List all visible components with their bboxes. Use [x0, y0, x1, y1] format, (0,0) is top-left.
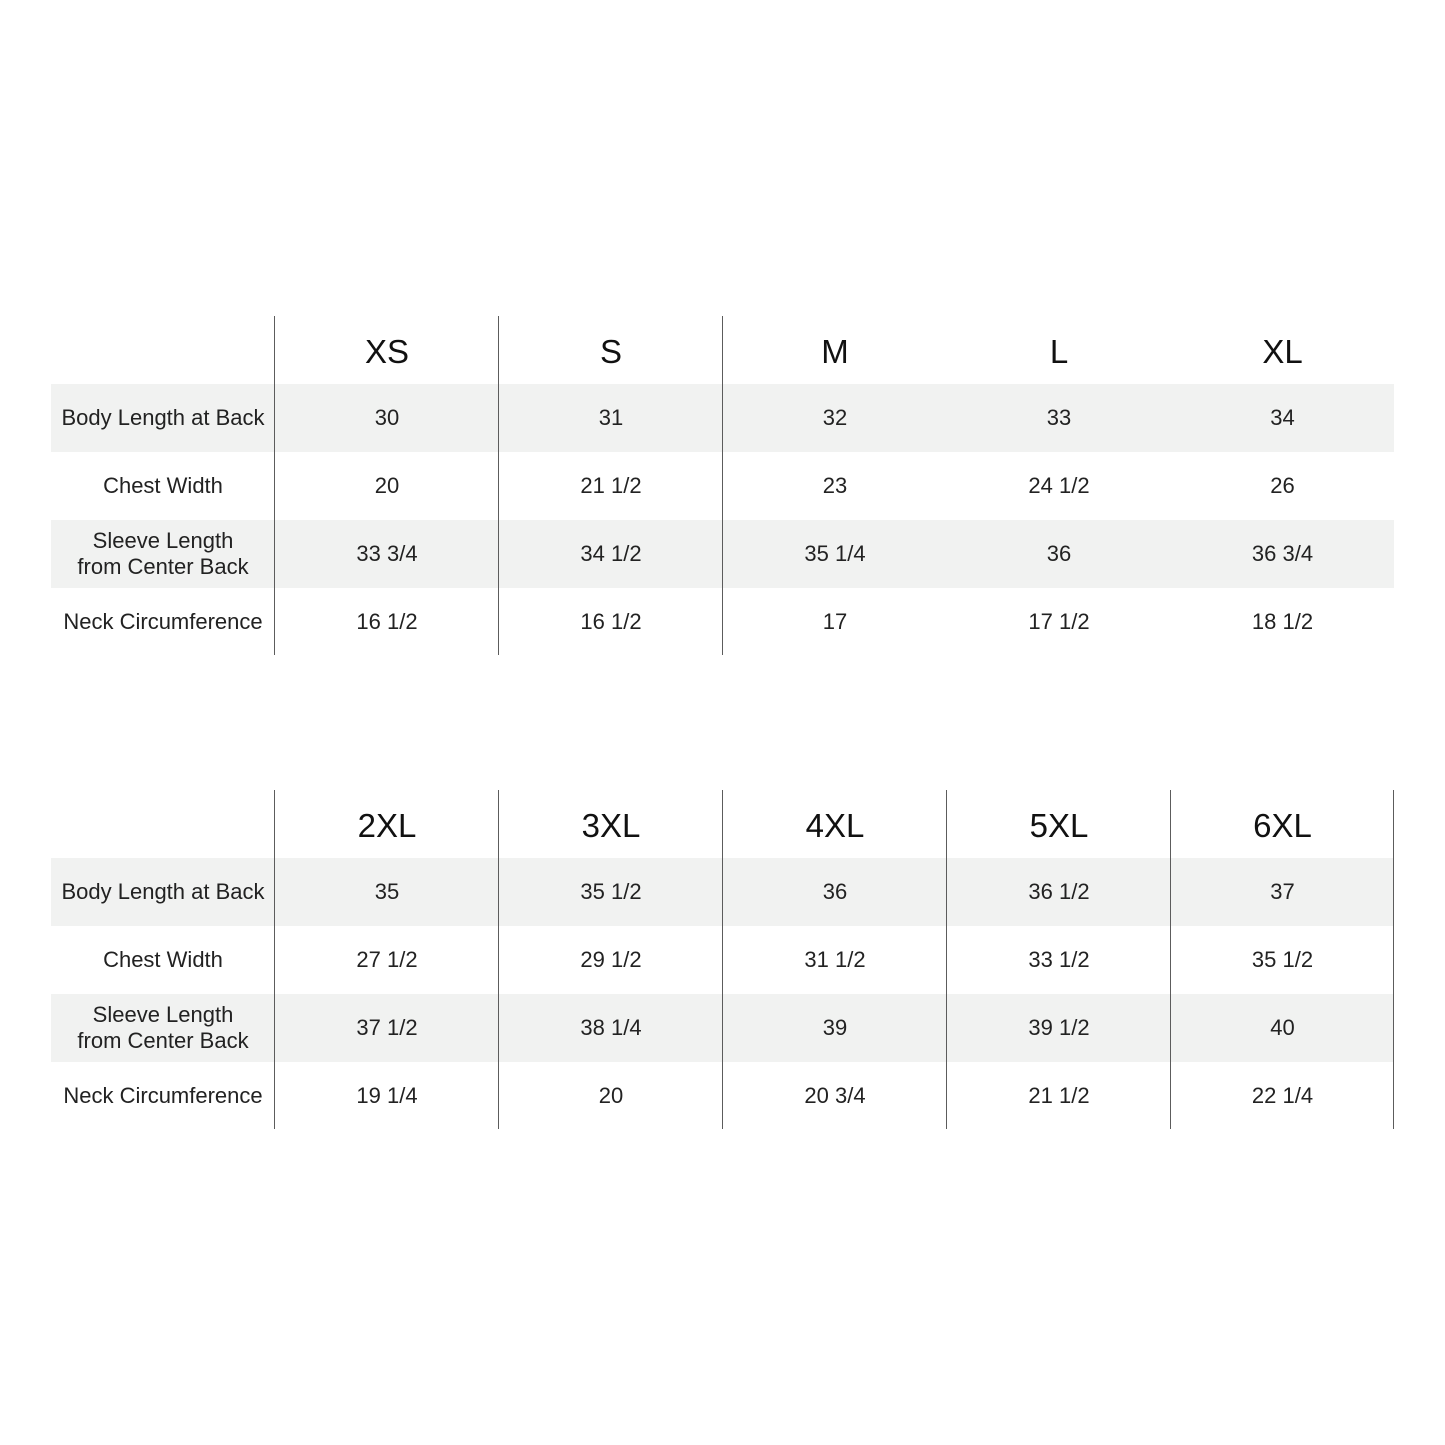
table-cell: 34 [1171, 384, 1394, 452]
table-cell: 35 [275, 858, 499, 926]
table-cell: 17 [822, 609, 848, 634]
table-cell: 31 1/2 [804, 947, 866, 972]
table-cell: 31 [499, 384, 723, 452]
table-cell: 27 1/2 [356, 947, 418, 972]
table-cell: 39 [723, 994, 947, 1062]
size-header: 6XL [1253, 807, 1312, 844]
table-cell: 33 1/2 [1028, 947, 1090, 972]
row-label-body-length: Body Length at Back [51, 858, 275, 926]
table-cell: 36 1/2 [947, 858, 1171, 926]
table-cell: 21 1/2 [580, 473, 642, 498]
table-cell: 36 [723, 858, 947, 926]
table-cell: 32 [723, 384, 947, 452]
row-label-body-length: Body Length at Back [51, 384, 275, 452]
size-header: S [599, 333, 622, 370]
table-cell: 39 1/2 [947, 994, 1171, 1062]
table-cell: 20 [598, 1083, 624, 1108]
header-corner [51, 316, 275, 384]
table-cell: 21 1/2 [1028, 1083, 1090, 1108]
size-chart-table-2 [51, 790, 1394, 1130]
column-divider [946, 790, 947, 1129]
size-header: 4XL [805, 807, 865, 844]
column-divider [1170, 790, 1171, 1129]
table-cell: 33 [947, 384, 1171, 452]
table-cell: 26 [1270, 473, 1295, 498]
table-cell: 20 3/4 [804, 1083, 866, 1108]
row-label-neck-circumference: Neck Circumference [63, 609, 263, 634]
column-divider [1393, 790, 1394, 1129]
column-divider [274, 316, 275, 655]
table-cell: 24 1/2 [1028, 473, 1090, 498]
size-header: XS [364, 333, 410, 370]
column-divider [274, 790, 275, 1129]
row-label-chest-width: Chest Width [103, 473, 223, 498]
table-cell: 29 1/2 [580, 947, 642, 972]
table-cell: 20 [374, 473, 400, 498]
table-cell: 37 [1171, 858, 1394, 926]
table-cell: 30 [275, 384, 499, 452]
size-header: M [821, 333, 849, 370]
column-divider [722, 316, 723, 655]
table-cell: 38 1/4 [499, 994, 723, 1062]
row-label-sleeve-length: Sleeve Length from Center Back [51, 520, 275, 588]
table-cell: 22 1/4 [1251, 1083, 1314, 1108]
row-label-sleeve-length: Sleeve Length from Center Back [51, 994, 275, 1062]
table-cell: 33 3/4 [275, 520, 499, 588]
size-header: 2XL [357, 807, 417, 844]
column-divider [722, 790, 723, 1129]
table-cell: 35 1/2 [499, 858, 723, 926]
size-header: XL [1262, 333, 1303, 370]
table-cell: 17 1/2 [1028, 609, 1090, 634]
table-cell: 40 [1171, 994, 1394, 1062]
table-cell: 19 1/4 [356, 1083, 418, 1108]
table-cell: 37 1/2 [275, 994, 499, 1062]
table-cell: 36 [947, 520, 1171, 588]
table-cell: 18 1/2 [1251, 609, 1314, 634]
table-cell: 35 1/4 [723, 520, 947, 588]
size-header: 3XL [581, 807, 641, 844]
header-corner [51, 790, 275, 858]
row-label-neck-circumference: Neck Circumference [63, 1083, 263, 1108]
table-cell: 35 1/2 [1251, 947, 1314, 972]
row-label-chest-width: Chest Width [103, 947, 223, 972]
table-cell: 34 1/2 [499, 520, 723, 588]
table-cell: 23 [822, 473, 848, 498]
size-header: 5XL [1029, 807, 1089, 844]
column-divider [498, 316, 499, 655]
size-header: L [1049, 333, 1069, 370]
table-cell: 16 1/2 [356, 609, 418, 634]
size-chart-table-1 [51, 316, 1394, 656]
table-cell: 36 3/4 [1171, 520, 1394, 588]
column-divider [498, 790, 499, 1129]
table-cell: 16 1/2 [580, 609, 642, 634]
